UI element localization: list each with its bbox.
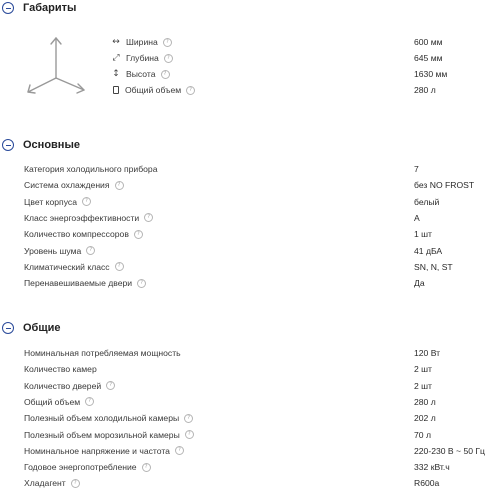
row-value: 70 л	[414, 429, 431, 440]
row-value: 220-230 В ~ 50 Гц	[414, 445, 485, 456]
spec-row	[24, 460, 494, 474]
info-icon[interactable]: ?	[142, 463, 151, 472]
info-icon[interactable]: ?	[161, 70, 170, 79]
row-value: 600 мм	[414, 37, 443, 47]
row-value: 1630 мм	[414, 69, 448, 79]
row-value: 280 л	[414, 85, 436, 95]
info-icon[interactable]: ?	[186, 86, 195, 95]
row-value: 332 кВт.ч	[414, 462, 450, 473]
row-label: Общий объем	[24, 396, 81, 407]
info-icon[interactable]: ?	[163, 38, 172, 47]
row-label: Полезный объем холодильной камеры	[24, 413, 180, 424]
row-value: 202 л	[414, 413, 436, 424]
info-icon[interactable]: ?	[144, 213, 153, 222]
spec-row	[24, 211, 494, 225]
section-header[interactable]	[2, 0, 76, 16]
row-label: Количество компрессоров	[24, 229, 129, 240]
section-header[interactable]	[2, 320, 61, 336]
info-icon[interactable]: ?	[115, 181, 124, 190]
row-label: Цвет корпуса	[24, 196, 77, 207]
dimension-row-width: ↔ Ширина ? 600 мм	[24, 35, 494, 49]
row-label: Количество камер	[24, 364, 97, 375]
info-icon[interactable]: ?	[71, 479, 80, 488]
row-label: Категория холодильного прибора	[24, 164, 158, 174]
info-icon[interactable]: ?	[86, 246, 95, 255]
spec-row	[24, 362, 494, 376]
spec-row	[24, 227, 494, 241]
row-value: 2 шт	[414, 380, 432, 391]
spec-row	[24, 428, 494, 442]
section-title: Основные	[23, 139, 80, 151]
info-icon[interactable]: ?	[164, 54, 173, 63]
row-value: 7	[414, 164, 419, 174]
row-value: 645 мм	[414, 53, 443, 63]
row-value: 120 Вт	[414, 348, 441, 358]
info-icon[interactable]: ?	[82, 197, 91, 206]
row-value: Да	[414, 278, 425, 289]
info-icon[interactable]: ?	[175, 446, 184, 455]
info-icon[interactable]: ?	[185, 430, 194, 439]
spec-row	[24, 444, 494, 458]
spec-row	[24, 476, 494, 490]
horizontal-arrow-icon: ↔	[112, 37, 120, 47]
info-icon[interactable]: ?	[134, 230, 143, 239]
dimension-row-volume: Общий объем ? 280 л	[24, 83, 494, 97]
row-value: 2 шт	[414, 364, 432, 375]
info-icon[interactable]: ?	[137, 279, 146, 288]
row-label: Номинальная потребляемая мощность	[24, 348, 181, 358]
row-value: 280 л	[414, 396, 436, 407]
row-value: без NO FROST	[414, 180, 475, 191]
section-title: Общие	[23, 322, 61, 334]
vertical-arrow-icon: ↕	[112, 69, 120, 79]
row-label: Уровень шума	[24, 245, 82, 256]
row-label: Перенавешиваемые двери	[24, 278, 133, 289]
row-label: Хладагент	[24, 478, 66, 489]
row-value: 1 шт	[414, 229, 432, 240]
row-value: SN, N, ST	[414, 261, 453, 272]
row-value: белый	[414, 196, 440, 207]
spec-row	[24, 411, 494, 425]
row-label: Класс энергоэффективности	[24, 212, 140, 223]
row-value: R600a	[414, 478, 440, 489]
row-label: Система охлаждения	[24, 180, 110, 191]
spec-row	[24, 195, 494, 209]
row-value: 41 дБА	[414, 245, 443, 256]
info-icon[interactable]: ?	[106, 381, 115, 390]
minus-circle-icon[interactable]	[2, 2, 14, 14]
spec-row	[24, 346, 494, 360]
diagonal-arrow-icon: ⤢	[112, 53, 120, 63]
volume-box-icon	[113, 86, 119, 94]
spec-row	[24, 379, 494, 393]
info-icon[interactable]: ?	[115, 262, 124, 271]
spec-row	[24, 178, 494, 192]
spec-row	[24, 244, 494, 258]
row-label: Годовое энергопотребление	[24, 462, 137, 473]
spec-row	[24, 260, 494, 274]
info-icon[interactable]: ?	[184, 414, 193, 423]
row-label: Количество дверей	[24, 380, 102, 391]
dimension-row-depth: ⤢ Глубина ? 645 мм	[24, 51, 494, 65]
row-label: Климатический класс	[24, 261, 110, 272]
info-icon[interactable]: ?	[85, 397, 94, 406]
spec-row	[24, 395, 494, 409]
section-header[interactable]	[2, 137, 80, 153]
row-label: Полезный объем морозильной камеры	[24, 429, 180, 440]
dimension-row-height: ↕ Высота ? 1630 мм	[24, 67, 494, 81]
row-label: Номинальное напряжение и частота	[24, 445, 170, 456]
minus-circle-icon[interactable]	[2, 322, 14, 334]
spec-row	[24, 276, 494, 290]
spec-row	[24, 162, 494, 176]
section-title: Габариты	[23, 2, 77, 14]
row-value: A	[414, 212, 420, 223]
minus-circle-icon[interactable]	[2, 139, 14, 151]
